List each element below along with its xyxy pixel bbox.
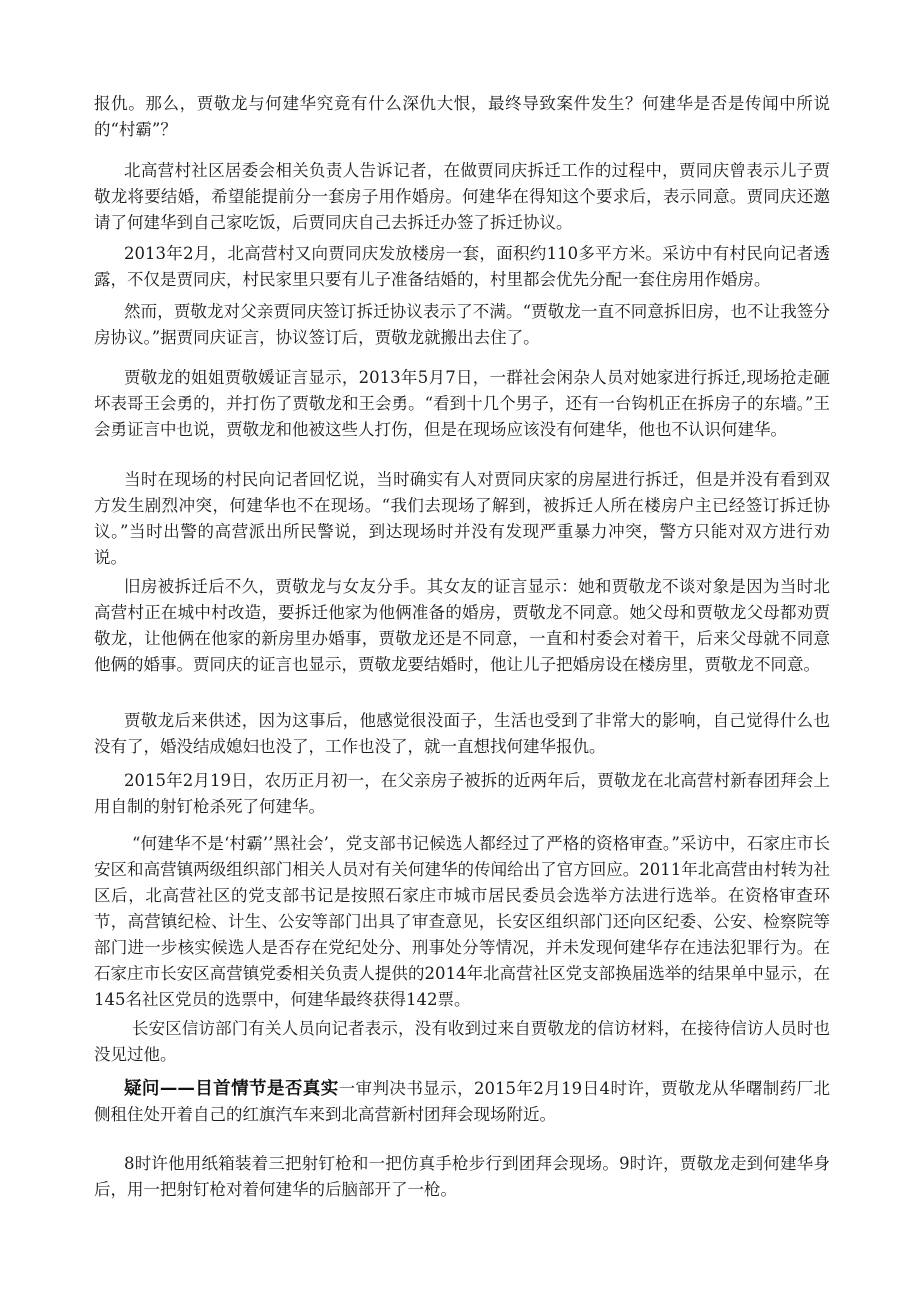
paragraph-sister-testimony: 贾敬龙的姐姐贾敬媛证言显示，2013年5月7日，一群社会闲杂人员对她家进行拆迁,现场抢走砸坏表哥王会勇的，并打伤了贾敬龙和王会勇。“看到十几个男子，还有一台钩机正在拆房子的东墙。”王会勇证言中也说，贾敬龙和他被这些人打伤，但是在现场应该没有何建华，他也不认识何建华。	[94, 368, 830, 439]
paragraph-community-committee: 北高营村社区居委会相关负责人告诉记者，在做贾同庆拆迁工作的过程中，贾同庆曾表示儿子贾敬龙将要结婚，希望能提前分一套房子用作婚房。何建华在得知这个要求后，表示同意。贾同庆还邀请了何建华到自己家吃饭，后贾同庆自己去拆迁办签了拆迁协议。	[94, 161, 830, 232]
paragraph-shooting: 8时许他用纸箱装着三把射钉枪和一把仿真手枪步行到团拜会现场。9时许，贾敬龙走到何建华身后，用一把射钉枪对着何建华的后脑部开了一枪。	[94, 1154, 830, 1199]
paragraph-section-question	[94, 1076, 830, 1128]
paragraph-incident-date: 2015年2月19日，农历正月初一，在父亲房子被拆的近两年后，贾敬龙在北高营村新春团拜会上用自制的射钉枪杀死了何建华。	[94, 771, 830, 816]
paragraph-confession: 贾敬龙后来供述，因为这事后，他感觉很没面子，生活也受到了非常大的影响，自己觉得什么也没有了，婚没结成媳妇也没了，工作也没了，就一直想找何建华报仇。	[94, 711, 830, 756]
paragraph-intro: 报仇。那么，贾敬龙与何建华究竟有什么深仇大恨，最终导致案件发生？何建华是否是传闻中所说的“村霸”？	[94, 94, 830, 139]
paragraph-official-response: “何建华不是‘村霸’’黑社会’，党支部书记候选人都经过了严格的资格审查。”采访中，石家庄市长安区和高营镇两级组织部门相关人员对有关何建华的传闻给出了官方回应。2011年北高营由村转为社区后，北高营社区的党支部书记是按照石家庄市城市居民委员会选举方法进行选举。在资格审查环节，高营镇纪检、计生、公安等部门出具了审查意见，长安区组织部门还向区纪委、公安、检察院等部门进一步核实候选人是否存在党纪处分、刑事处分等情况，并未发现何建华存在违法犯罪行为。在石家庄市长安区高营镇党委相关负责人提供的2014年北高营社区党支部换届选举的结果单中显示，在145名社区党员的选票中，何建华最终获得142票。	[94, 834, 830, 1009]
section-text: 一审判决书显示，2015年2月19日4时许，贾敬龙从华曙制药厂北侧租住处开着自己的红旗汽车来到北高营新村团拜会现场附近。	[94, 1079, 831, 1124]
paragraph-housing-2013: 2013年2月，北高营村又向贾同庆发放楼房一套，面积约110多平方米。采访中有村民向记者透露，不仅是贾同庆，村民家里只要有儿子准备结婚的，村里都会优先分配一套住房用作婚房。	[94, 244, 830, 289]
paragraph-villager-recollection: 当时在现场的村民向记者回忆说，当时确实有人对贾同庆家的房屋进行拆迁，但是并没有看到双方发生剧烈冲突，何建华也不在现场。“我们去现场了解到，被拆迁人所在楼房户主已经签订拆迁协议。”当时出警的高营派出所民警说，到达现场时并没有发现严重暴力冲突，警方只能对双方进行劝说。	[94, 470, 830, 567]
paragraph-father-agreement: 然而，贾敬龙对父亲贾同庆签订拆迁协议表示了不满。“贾敬龙一直不同意拆旧房，也不让我签分房协议。”据贾同庆证言，协议签订后，贾敬龙就搬出去住了。	[94, 302, 830, 347]
section-heading: 疑问——目首情节是否真实	[124, 1079, 339, 1099]
paragraph-petition-office: 长安区信访部门有关人员向记者表示，没有收到过来自贾敬龙的信访材料，在接待信访人员时也没见过他。	[94, 1019, 830, 1064]
paragraph-girlfriend-testimony: 旧房被拆迁后不久，贾敬龙与女友分手。其女友的证言显示：她和贾敬龙不谈对象是因为当时北高营村正在城中村改造，要拆迁他家为他俩准备的婚房，贾敬龙不同意。她父母和贾敬龙父母都劝贾敬龙，让他俩在他家的新房里办婚事，贾敬龙还是不同意，一直和村委会对着干，后来父母就不同意他俩的婚事。贾同庆的证言也显示，贾敬龙要结婚时，他让儿子把婚房设在楼房里，贾敬龙不同意。	[94, 577, 830, 674]
